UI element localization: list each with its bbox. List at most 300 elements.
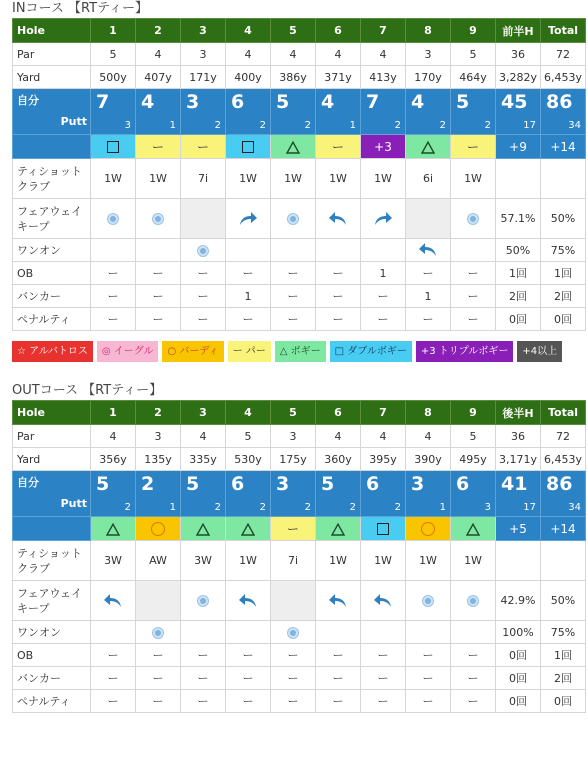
yard-row-label: Yard xyxy=(13,448,91,471)
putt-count: 2 xyxy=(394,120,401,131)
gir-row-cell xyxy=(91,239,136,262)
result-cell-par xyxy=(451,135,496,159)
stroke-count: 3 xyxy=(276,473,290,495)
fairway-row-cell xyxy=(451,199,496,239)
result-cell-par xyxy=(181,135,226,159)
tee-club-cell: 1W xyxy=(226,159,271,199)
stroke-count: 3 xyxy=(411,473,425,495)
ob-row-cell: ー xyxy=(451,262,496,285)
penalty-row-cell: ー xyxy=(316,308,361,331)
gir-row xyxy=(13,239,586,262)
stroke-count: 5 xyxy=(321,473,335,495)
hole-header-cell: 9 xyxy=(451,19,496,43)
penalty-row-cell: ー xyxy=(91,690,136,713)
penalty-row-cell: ー xyxy=(451,690,496,713)
fairway-row-label: フェアウェイ キープ xyxy=(13,581,91,621)
hit-target-icon xyxy=(423,596,433,606)
par-row-cell: 36 xyxy=(496,43,541,66)
stroke-count: 41 xyxy=(501,473,528,495)
result-cell-double-bogey xyxy=(226,135,271,159)
yard-row-cell: 500y xyxy=(91,66,136,89)
fairway-row-cell xyxy=(361,581,406,621)
putt-count: 1 xyxy=(349,120,356,131)
bunker-row-cell: 2回 xyxy=(496,285,541,308)
ob-row-label: OB xyxy=(13,644,91,667)
fairway-row-cell xyxy=(181,199,226,239)
result-cell-bogey xyxy=(181,517,226,541)
ob-row-cell: ー xyxy=(91,262,136,285)
double-bogey-square-icon xyxy=(107,141,119,153)
result-cell-total xyxy=(496,517,541,541)
fairway-row xyxy=(13,199,586,239)
hole-header-cell: 4 xyxy=(226,401,271,425)
putt-count: 2 xyxy=(214,120,221,131)
tee-club-cell: 3W xyxy=(181,541,226,581)
gir-row-cell: 50% xyxy=(496,239,541,262)
penalty-row-cell: ー xyxy=(451,308,496,331)
penalty-row-label: ペナルティ xyxy=(13,308,91,331)
yard-row-cell: 170y xyxy=(406,66,451,89)
tee-club-cell: 1W xyxy=(451,541,496,581)
penalty-row-label: ペナルティ xyxy=(13,690,91,713)
bunker-row-cell: 2回 xyxy=(541,667,586,690)
putt-count: 2 xyxy=(304,120,311,131)
gir-row-cell xyxy=(226,239,271,262)
gir-row-cell xyxy=(181,621,226,644)
tee-club-cell: 7i xyxy=(271,541,316,581)
yard-row-cell: 356y xyxy=(91,448,136,471)
miss-left-arrow-icon xyxy=(373,593,393,609)
fairway-row-cell: 50% xyxy=(541,581,586,621)
fairway-row-cell xyxy=(271,581,316,621)
fairway-row-cell xyxy=(271,199,316,239)
tee-club-cell: 1W xyxy=(316,159,361,199)
bunker-row-label: バンカー xyxy=(13,285,91,308)
in-course-scorecard xyxy=(12,18,586,331)
yard-row-cell: 6,453y xyxy=(541,448,586,471)
ob-row-cell: 1回 xyxy=(496,262,541,285)
result-text: +9 xyxy=(509,139,527,154)
result-text: +3 xyxy=(374,139,392,154)
result-cell-bogey xyxy=(226,517,271,541)
ob-row-cell: ー xyxy=(316,644,361,667)
result-cell-double-bogey xyxy=(361,517,406,541)
ob-row-cell: ー xyxy=(406,644,451,667)
birdie-circle-icon xyxy=(421,522,435,536)
fairway-row-cell xyxy=(406,581,451,621)
miss-right-arrow-icon xyxy=(373,211,393,227)
fairway-row xyxy=(13,581,586,621)
hit-target-icon xyxy=(198,246,208,256)
fairway-row-cell xyxy=(91,199,136,239)
tee-club-cell: 3W xyxy=(91,541,136,581)
score-row xyxy=(13,471,586,517)
yard-row-cell: 175y xyxy=(271,448,316,471)
par-row-label: Par xyxy=(13,43,91,66)
result-cell-birdie xyxy=(136,517,181,541)
hole-header-cell: 5 xyxy=(271,19,316,43)
hit-target-icon xyxy=(468,596,478,606)
ob-row-cell: ー xyxy=(181,262,226,285)
gir-row-cell: 75% xyxy=(541,239,586,262)
hole-header-cell: 1 xyxy=(91,401,136,425)
result-cell-bogey xyxy=(271,135,316,159)
tee-club-cell: 1W xyxy=(271,159,316,199)
hole-header-cell: 7 xyxy=(361,19,406,43)
penalty-row xyxy=(13,690,586,713)
bunker-row xyxy=(13,667,586,690)
hit-target-icon xyxy=(288,214,298,224)
ob-row-cell: ー xyxy=(271,262,316,285)
birdie-circle-icon xyxy=(151,522,165,536)
stroke-count: 6 xyxy=(231,473,245,495)
par-row-cell: 4 xyxy=(316,43,361,66)
hole-header-cell: 後半H xyxy=(496,401,541,425)
par-row-cell: 4 xyxy=(136,43,181,66)
gir-row-cell xyxy=(316,239,361,262)
yard-row-cell: 371y xyxy=(316,66,361,89)
tee-club-cell: 1W xyxy=(451,159,496,199)
ob-row-cell: ー xyxy=(451,644,496,667)
penalty-row-cell: 0回 xyxy=(541,690,586,713)
stroke-count: 2 xyxy=(141,473,155,495)
yard-row-cell: 335y xyxy=(181,448,226,471)
tee-club-cell xyxy=(541,159,586,199)
yard-row-cell: 386y xyxy=(271,66,316,89)
par-row-cell: 4 xyxy=(406,425,451,448)
fairway-row-cell xyxy=(136,581,181,621)
tee-club-cell: 1W xyxy=(91,159,136,199)
hole-header-cell: 6 xyxy=(316,19,361,43)
par-row xyxy=(13,43,586,66)
penalty-row-cell: ー xyxy=(406,690,451,713)
gir-row-cell xyxy=(136,621,181,644)
putt-count: 1 xyxy=(169,502,176,513)
yard-row-label: Yard xyxy=(13,66,91,89)
score-cell xyxy=(136,89,181,135)
par-row-cell: 4 xyxy=(361,43,406,66)
bunker-row-cell: ー xyxy=(181,285,226,308)
hole-header-cell: 5 xyxy=(271,401,316,425)
hole-header-cell: 2 xyxy=(136,19,181,43)
hole-header-cell: 前半H xyxy=(496,19,541,43)
fairway-row-cell xyxy=(451,581,496,621)
par-row-cell: 5 xyxy=(226,425,271,448)
ob-row-cell: ー xyxy=(136,644,181,667)
hole-header-cell: Total xyxy=(541,401,586,425)
penalty-row xyxy=(13,308,586,331)
score-cell xyxy=(271,89,316,135)
result-text: ー xyxy=(286,522,299,536)
tee-club-cell: 1W xyxy=(226,541,271,581)
fairway-row-cell xyxy=(316,199,361,239)
penalty-row-cell: ー xyxy=(181,690,226,713)
tee-club-cell: 1W xyxy=(136,159,181,199)
legend-item: ○ バーディ xyxy=(162,341,223,362)
ob-row-cell: ー xyxy=(136,262,181,285)
score-cell xyxy=(136,471,181,517)
score-cell xyxy=(271,471,316,517)
yard-row-cell: 3,171y xyxy=(496,448,541,471)
double-bogey-square-icon xyxy=(377,523,389,535)
gir-row-cell xyxy=(136,239,181,262)
ob-row-cell: ー xyxy=(361,644,406,667)
bunker-row-cell: ー xyxy=(271,285,316,308)
bunker-row-cell: ー xyxy=(181,667,226,690)
par-row xyxy=(13,425,586,448)
result-cell-par xyxy=(271,517,316,541)
tee-club-cell: 1W xyxy=(316,541,361,581)
bogey-triangle-icon xyxy=(331,523,345,536)
ob-row-cell: ー xyxy=(181,644,226,667)
tee-club-cell xyxy=(541,541,586,581)
ob-row-cell: 0回 xyxy=(496,644,541,667)
legend-item: ☆ アルバトロス xyxy=(12,341,93,362)
bogey-triangle-icon xyxy=(106,523,120,536)
yard-row xyxy=(13,66,586,89)
ob-row xyxy=(13,262,586,285)
result-text: +14 xyxy=(550,521,576,536)
ob-row-cell: ー xyxy=(316,262,361,285)
legend-item: □ ダブルボギー xyxy=(330,341,412,362)
score-label-text: 自分 xyxy=(17,94,39,107)
putt-count: 2 xyxy=(259,502,266,513)
score-label xyxy=(13,471,91,517)
bunker-row-cell: 0回 xyxy=(496,667,541,690)
par-row-cell: 5 xyxy=(91,43,136,66)
score-cell xyxy=(226,89,271,135)
yard-row-cell: 360y xyxy=(316,448,361,471)
ob-row xyxy=(13,644,586,667)
stroke-count: 6 xyxy=(366,473,380,495)
gir-row-cell xyxy=(181,239,226,262)
stroke-count: 5 xyxy=(96,473,110,495)
hole-header-cell: 1 xyxy=(91,19,136,43)
bunker-row-cell: ー xyxy=(91,285,136,308)
bunker-row xyxy=(13,285,586,308)
score-cell xyxy=(181,471,226,517)
penalty-row-cell: ー xyxy=(226,690,271,713)
hole-header-cell: 8 xyxy=(406,401,451,425)
par-row-cell: 4 xyxy=(361,425,406,448)
putt-count: 3 xyxy=(484,502,491,513)
fairway-row-cell xyxy=(136,199,181,239)
result-text: ー xyxy=(331,140,344,154)
miss-left-arrow-icon xyxy=(103,593,123,609)
putt-count: 34 xyxy=(568,502,581,513)
result-text: ー xyxy=(151,140,164,154)
par-row-cell: 72 xyxy=(541,425,586,448)
hole-header-cell: Total xyxy=(541,19,586,43)
par-row-cell: 4 xyxy=(226,43,271,66)
tee-club-row xyxy=(13,541,586,581)
score-cell xyxy=(451,89,496,135)
score-cell xyxy=(451,471,496,517)
fairway-row-label: フェアウェイ キープ xyxy=(13,199,91,239)
putt-count: 2 xyxy=(304,502,311,513)
stroke-count: 4 xyxy=(321,91,335,113)
stroke-count: 6 xyxy=(456,473,470,495)
bunker-row-cell: ー xyxy=(451,667,496,690)
ob-row-cell: ー xyxy=(226,262,271,285)
miss-left-arrow-icon xyxy=(418,242,438,258)
hit-target-icon xyxy=(468,214,478,224)
result-cell-par xyxy=(136,135,181,159)
hole-header-label: Hole xyxy=(13,401,91,425)
bunker-row-cell: ー xyxy=(316,667,361,690)
fairway-row-cell xyxy=(226,581,271,621)
score-cell xyxy=(226,471,271,517)
yard-row-cell: 400y xyxy=(226,66,271,89)
penalty-row-cell: ー xyxy=(181,308,226,331)
penalty-row-cell: 0回 xyxy=(541,308,586,331)
gir-row-cell xyxy=(271,239,316,262)
fairway-row-cell xyxy=(361,199,406,239)
result-text: +5 xyxy=(509,521,527,536)
score-cell xyxy=(541,89,586,135)
par-row-cell: 72 xyxy=(541,43,586,66)
result-cell-bogey xyxy=(316,517,361,541)
miss-left-arrow-icon xyxy=(328,211,348,227)
yard-row-cell: 413y xyxy=(361,66,406,89)
bunker-row-cell: ー xyxy=(361,285,406,308)
result-row xyxy=(13,135,586,159)
gir-row-label: ワンオン xyxy=(13,621,91,644)
ob-row-cell: ー xyxy=(406,262,451,285)
in-course-title: INコース 【RTティー】 xyxy=(12,1,149,16)
score-cell xyxy=(91,89,136,135)
gir-row xyxy=(13,621,586,644)
yard-row-cell: 407y xyxy=(136,66,181,89)
bunker-row-cell: 1 xyxy=(406,285,451,308)
legend-item: ー パー xyxy=(228,341,271,362)
yard-row-cell: 3,282y xyxy=(496,66,541,89)
stroke-count: 7 xyxy=(96,91,110,113)
yard-row-cell: 495y xyxy=(451,448,496,471)
result-cell-total xyxy=(496,135,541,159)
bunker-row-cell: ー xyxy=(451,285,496,308)
hit-target-icon xyxy=(108,214,118,224)
tee-club-cell: 1W xyxy=(361,159,406,199)
miss-left-arrow-icon xyxy=(238,593,258,609)
gir-row-cell xyxy=(361,239,406,262)
bogey-triangle-icon xyxy=(196,523,210,536)
ob-row-cell: 1回 xyxy=(541,644,586,667)
double-bogey-square-icon xyxy=(242,141,254,153)
putt-count: 2 xyxy=(259,120,266,131)
putt-count: 2 xyxy=(484,120,491,131)
legend-item: ◎ イーグル xyxy=(97,341,159,362)
hole-header-cell: 8 xyxy=(406,19,451,43)
score-cell xyxy=(181,89,226,135)
result-label xyxy=(13,517,91,541)
hole-header-cell: 3 xyxy=(181,401,226,425)
yard-row-cell: 395y xyxy=(361,448,406,471)
penalty-row-cell: 0回 xyxy=(496,308,541,331)
tee-club-cell: 6i xyxy=(406,159,451,199)
legend-item: +4以上 xyxy=(517,341,562,362)
gir-row-cell xyxy=(451,621,496,644)
legend-item: +3 トリプルボギー xyxy=(416,341,514,362)
out-course-title: OUTコース 【RTティー】 xyxy=(12,383,163,398)
yard-row-cell: 530y xyxy=(226,448,271,471)
tee-club-row xyxy=(13,159,586,199)
par-row-label: Par xyxy=(13,425,91,448)
fairway-row-cell: 57.1% xyxy=(496,199,541,239)
hole-header-cell: 9 xyxy=(451,401,496,425)
yard-row-cell: 390y xyxy=(406,448,451,471)
in-course-section xyxy=(0,0,588,331)
hole-header-label: Hole xyxy=(13,19,91,43)
penalty-row-cell: ー xyxy=(136,308,181,331)
result-cell-total xyxy=(541,135,586,159)
result-cell-total xyxy=(541,517,586,541)
penalty-row-cell: 0回 xyxy=(496,690,541,713)
gir-row-cell xyxy=(406,621,451,644)
score-cell xyxy=(496,89,541,135)
penalty-row-cell: ー xyxy=(226,308,271,331)
putt-count: 3 xyxy=(124,120,131,131)
par-row-cell: 4 xyxy=(181,425,226,448)
gir-row-cell xyxy=(406,239,451,262)
stroke-count: 86 xyxy=(546,473,573,495)
tee-club-cell: 1W xyxy=(361,541,406,581)
bunker-row-cell: ー xyxy=(406,667,451,690)
ob-row-cell: ー xyxy=(91,644,136,667)
penalty-row-cell: ー xyxy=(316,690,361,713)
fairway-row-cell: 42.9% xyxy=(496,581,541,621)
tee-club-cell xyxy=(496,541,541,581)
putt-count: 17 xyxy=(523,502,536,513)
score-row xyxy=(13,89,586,135)
bunker-row-cell: ー xyxy=(91,667,136,690)
putt-count: 2 xyxy=(124,502,131,513)
ob-row-cell: 1 xyxy=(361,262,406,285)
score-label-text: 自分 xyxy=(17,476,39,489)
hole-header-cell: 4 xyxy=(226,19,271,43)
par-row-cell: 3 xyxy=(181,43,226,66)
gir-row-cell xyxy=(361,621,406,644)
par-row-cell: 4 xyxy=(91,425,136,448)
gir-row-cell xyxy=(226,621,271,644)
tee-club-cell: 1W xyxy=(406,541,451,581)
bogey-triangle-icon xyxy=(466,523,480,536)
penalty-row-cell: ー xyxy=(91,308,136,331)
putt-count: 2 xyxy=(439,120,446,131)
penalty-row-cell: ー xyxy=(271,308,316,331)
miss-left-arrow-icon xyxy=(328,593,348,609)
tee-club-label: ティショット クラブ xyxy=(13,541,91,581)
stroke-count: 6 xyxy=(231,91,245,113)
bunker-row-label: バンカー xyxy=(13,667,91,690)
fairway-row-cell xyxy=(181,581,226,621)
fairway-row-cell xyxy=(226,199,271,239)
score-label xyxy=(13,89,91,135)
miss-right-arrow-icon xyxy=(238,211,258,227)
putt-count: 17 xyxy=(523,120,536,131)
gir-row-cell xyxy=(451,239,496,262)
putt-label: Putt xyxy=(60,497,87,510)
score-cell xyxy=(91,471,136,517)
tee-club-cell xyxy=(496,159,541,199)
tee-club-label: ティショット クラブ xyxy=(13,159,91,199)
hole-header-cell: 6 xyxy=(316,401,361,425)
tee-club-cell: AW xyxy=(136,541,181,581)
hole-header-cell: 3 xyxy=(181,19,226,43)
penalty-row-cell: ー xyxy=(406,308,451,331)
bunker-row-cell: ー xyxy=(271,667,316,690)
header-row xyxy=(13,19,586,43)
